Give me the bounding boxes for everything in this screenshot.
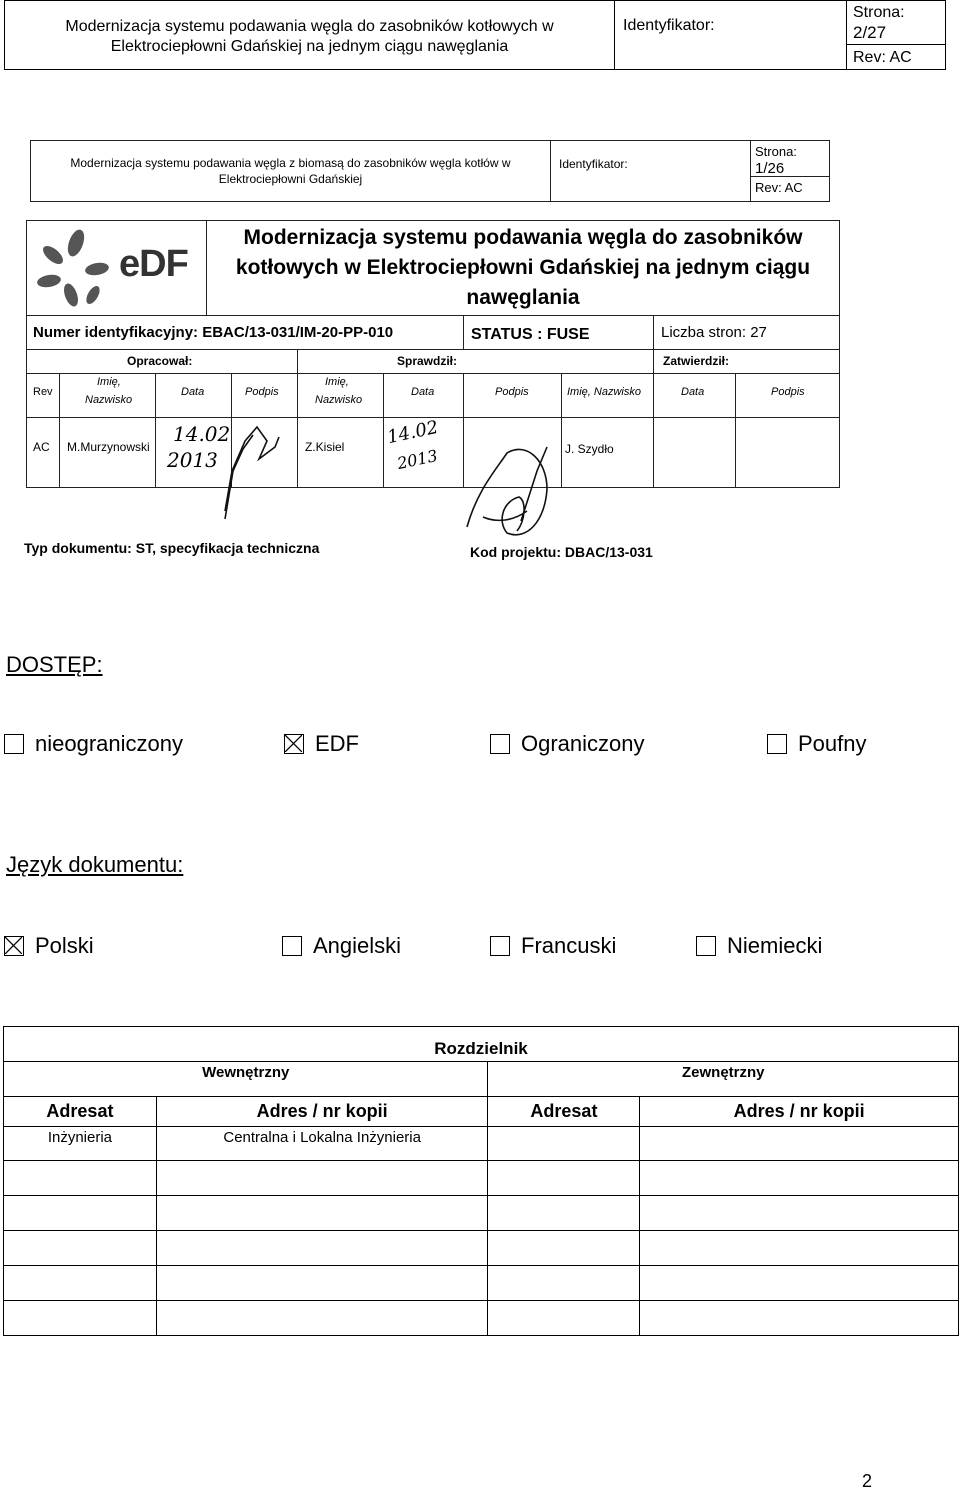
col-sign-2: Podpis — [495, 386, 529, 398]
scan-header-page-value: 1/26 — [755, 160, 785, 177]
checkbox-checked-icon[interactable] — [284, 734, 304, 754]
col-address-external: Adres / nr kopii — [640, 1097, 959, 1127]
scanned-cover-page — [24, 140, 844, 600]
access-option-restricted[interactable] — [490, 731, 645, 757]
language-options — [4, 933, 944, 963]
approved-label: Zatwierdził: — [663, 354, 730, 368]
handwritten-signatures — [27, 221, 841, 541]
col-address-internal: Adres / nr kopii — [156, 1097, 488, 1127]
access-option-confidential[interactable] — [767, 731, 867, 757]
internal-header: Wewnętrzny — [4, 1062, 488, 1097]
page-number: 2 — [862, 1471, 873, 1491]
edf-logo-text: eDF — [119, 243, 188, 285]
access-option-label: nieograniczony — [35, 731, 183, 756]
header-rev: Rev: AC — [853, 49, 912, 66]
header-identifier-label: Identyfikator: — [615, 1, 847, 69]
table-cell — [488, 1127, 640, 1161]
distribution-title: Rozdzielnik — [4, 1027, 959, 1062]
checkbox-unchecked-icon[interactable] — [696, 936, 716, 956]
checkbox-checked-icon[interactable] — [4, 936, 24, 956]
scan-header-rev: Rev: AC — [755, 180, 803, 195]
table-row — [4, 1127, 959, 1161]
checker-date-2: 2013 — [395, 445, 440, 474]
cover-status: STATUS : FUSE — [471, 326, 590, 343]
access-option-edf[interactable] — [284, 731, 359, 757]
page-header — [4, 0, 946, 70]
prepared-label: Opracował: — [127, 354, 193, 368]
checkbox-unchecked-icon[interactable] — [282, 936, 302, 956]
cover-block — [26, 220, 840, 488]
external-header: Zewnętrzny — [488, 1062, 959, 1097]
header-page-label: Strona: — [853, 4, 905, 21]
author-name: M.Murzynowski — [67, 440, 150, 454]
distribution-table — [3, 1026, 959, 1336]
checkbox-unchecked-icon[interactable] — [767, 734, 787, 754]
scan-header-page-label: Strona: — [755, 144, 797, 159]
access-option-label: Ograniczony — [521, 731, 645, 756]
col-date-2: Data — [411, 386, 435, 398]
access-option-label: EDF — [315, 731, 359, 756]
table-row — [4, 1301, 959, 1336]
table-row — [4, 1161, 959, 1196]
col-addressee-external: Adresat — [488, 1097, 640, 1127]
language-option-german[interactable] — [696, 933, 822, 959]
header-title: Modernizacja systemu podawania węgla do zasobników kotłowych w Elektrociepłowni Gdańskiej na jednym ciągu nawęglania — [5, 1, 615, 69]
author-date-2: 2013 — [167, 448, 218, 472]
checkbox-unchecked-icon[interactable] — [490, 936, 510, 956]
approver-name: J. Szydło — [565, 442, 614, 456]
author-date-1: 14.02 — [173, 422, 231, 446]
header-page-cell — [847, 1, 945, 69]
rev-value: AC — [33, 440, 50, 454]
checkbox-unchecked-icon[interactable] — [4, 734, 24, 754]
col-addressee-internal: Adresat — [4, 1097, 157, 1127]
language-option-label: Polski — [35, 933, 94, 958]
scan-header-identifier: Identyfikator: — [551, 141, 751, 201]
col-surname-2: Nazwisko — [315, 394, 363, 406]
col-name-1: Imię, — [97, 376, 121, 388]
checker-date-1: 14.02 — [385, 416, 441, 449]
table-cell: Inżynieria — [4, 1127, 157, 1161]
header-page-value: 2/27 — [853, 23, 887, 42]
cover-title: Modernizacja systemu podawania węgla do zasobników kotłowych w Elektrociepłowni Gdańskiej na jednym ciągu nawęglania — [235, 226, 811, 309]
cover-id-number: Numer identyfikacyjny: EBAC/13-031/IM-20-PP-010 — [33, 324, 394, 341]
col-name-2: Imię, — [325, 376, 349, 388]
col-sign-1: Podpis — [245, 386, 279, 398]
checkbox-unchecked-icon[interactable] — [490, 734, 510, 754]
access-option-unrestricted[interactable] — [4, 731, 183, 757]
access-heading: DOSTĘP: — [6, 652, 103, 677]
cover-pages: Liczba stron: 27 — [661, 324, 767, 341]
doc-type: Typ dokumentu: ST, specyfikacja techniczna — [24, 540, 320, 556]
table-cell — [640, 1127, 959, 1161]
col-date-1: Data — [181, 386, 205, 398]
checked-label: Sprawdził: — [397, 354, 458, 368]
language-option-label: Francuski — [521, 933, 617, 958]
scan-header-title: Modernizacja systemu podawania węgla z biomasą do zasobników węgla kotłów w Elektrociepłowni Gdańskiej — [31, 141, 551, 201]
language-option-label: Angielski — [313, 933, 402, 958]
language-heading: Język dokumentu: — [6, 852, 184, 877]
checker-name: Z.Kisiel — [305, 440, 345, 454]
col-surname-1: Nazwisko — [85, 394, 133, 406]
scan-header — [30, 140, 830, 202]
access-option-label: Poufny — [798, 731, 867, 756]
table-row — [4, 1266, 959, 1301]
col-name-3: Imię, Nazwisko — [567, 386, 641, 398]
language-option-polish[interactable] — [4, 933, 94, 959]
col-sign-3: Podpis — [771, 386, 805, 398]
table-row — [4, 1196, 959, 1231]
table-cell: Centralna i Lokalna Inżynieria — [156, 1127, 488, 1161]
language-option-label: Niemiecki — [727, 933, 823, 958]
col-date-3: Data — [681, 386, 705, 398]
col-rev: Rev — [33, 386, 53, 398]
language-option-english[interactable] — [282, 933, 401, 959]
table-row — [4, 1231, 959, 1266]
language-option-french[interactable] — [490, 933, 616, 959]
access-options — [4, 731, 944, 761]
project-code: Kod projektu: DBAC/13-031 — [470, 544, 653, 560]
